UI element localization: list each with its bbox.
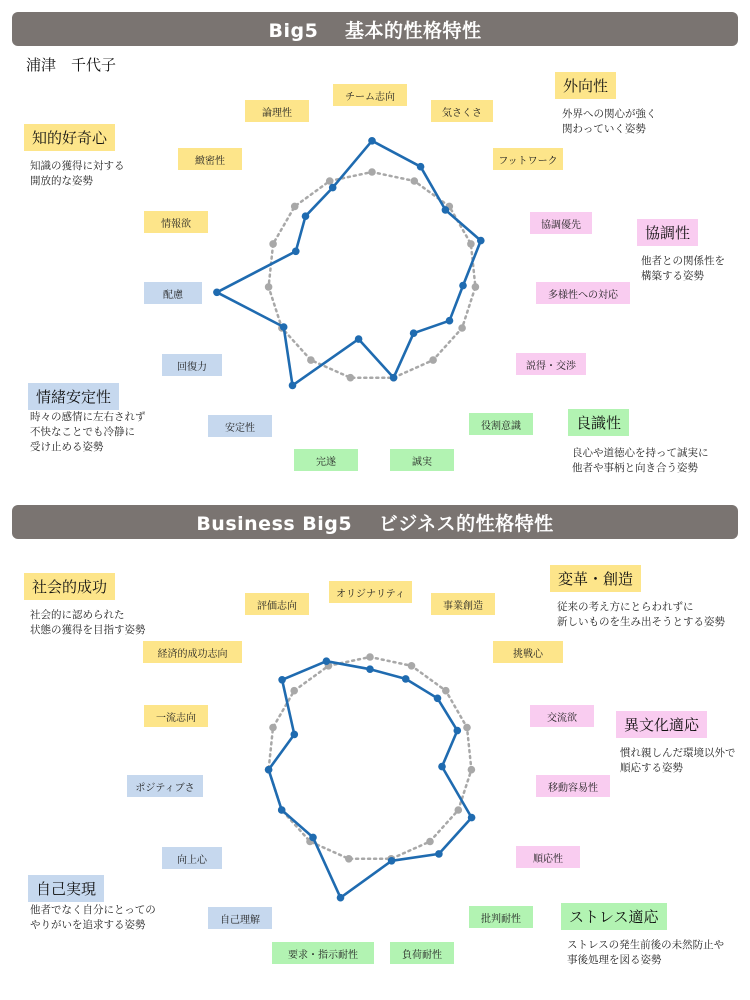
axis-label-info-desire: 情報欲 — [144, 211, 208, 233]
trait-self-actualization: 自己実現 — [28, 875, 104, 902]
average-point-2 — [442, 687, 450, 695]
score-point-10 — [278, 806, 286, 814]
axis-label-challenge: 挑戦心 — [493, 641, 563, 663]
score-point-6 — [435, 850, 443, 858]
average-point-8 — [345, 855, 353, 863]
score-point-1 — [417, 163, 425, 171]
axis-label-team: チーム志向 — [333, 84, 407, 106]
trait-social-success: 社会的成功 — [24, 573, 115, 600]
axis-label-diversity: 多様性への対応 — [536, 282, 630, 304]
axis-label-completion: 完遂 — [294, 449, 358, 471]
average-point-13 — [290, 687, 298, 695]
axis-label-cooperation: 協調優先 — [530, 212, 592, 234]
score-point-13 — [302, 212, 310, 220]
average-point-1 — [408, 662, 416, 670]
average-point-12 — [269, 240, 277, 248]
axis-label-footwork: フットワーク — [493, 148, 563, 170]
average-point-14 — [326, 177, 334, 185]
average-point-1 — [411, 177, 419, 185]
score-point-4 — [459, 282, 467, 290]
axis-label-stability: 安定性 — [208, 415, 272, 437]
trait-cross-cultural-desc: 慣れ親しんだ環境以外で 順応する姿勢 — [620, 747, 736, 774]
score-point-1 — [402, 675, 410, 683]
trait-agreeableness-desc: 他者との関係性を 構築する姿勢 — [641, 255, 725, 282]
axis-label-evaluation: 評価志向 — [245, 593, 309, 615]
axis-label-criticism-tolerance: 批判耐性 — [469, 906, 533, 928]
trait-self-actualization-desc: 他者でなく自分にとっての やりがいを追求する姿勢 — [30, 904, 156, 931]
average-point-4 — [472, 283, 480, 291]
score-point-7 — [390, 374, 398, 382]
score-point-12 — [292, 248, 300, 256]
trait-conscientiousness: 良識性 — [568, 409, 629, 436]
average-point-5 — [455, 806, 463, 814]
trait-stress-adaptation: ストレス適応 — [561, 903, 667, 930]
score-point-3 — [477, 237, 485, 245]
average-point-11 — [265, 283, 273, 291]
axis-label-originality: オリジナリティ — [329, 581, 412, 603]
section-title-business-big5: Business Big5 ビジネス的性格特性 — [12, 505, 738, 539]
score-point-9 — [309, 834, 317, 842]
axis-label-logic: 論理性 — [245, 100, 309, 122]
score-point-3 — [454, 727, 462, 735]
average-point-12 — [269, 724, 277, 732]
axis-label-first-class: 一流志向 — [144, 705, 208, 727]
axis-label-interaction: 交流欲 — [530, 705, 594, 727]
average-series-line — [269, 657, 472, 859]
score-point-8 — [355, 335, 363, 343]
axis-label-ambition: 向上心 — [162, 847, 222, 869]
score-point-4 — [438, 763, 446, 771]
score-point-2 — [442, 206, 450, 214]
axis-label-recovery: 回復力 — [162, 354, 222, 376]
axis-label-self-understanding: 自己理解 — [208, 907, 272, 929]
score-series-line — [269, 661, 472, 898]
axis-label-positivity: ポジティブさ — [127, 775, 203, 797]
average-point-0 — [366, 653, 374, 661]
trait-social-success-desc: 社会的に認められた 状態の獲得を目指す姿勢 — [30, 609, 146, 636]
axis-label-economic-success: 経済的成功志向 — [143, 641, 242, 663]
axis-label-consideration: 配慮 — [144, 282, 202, 304]
axis-label-mobility: 移動容易性 — [536, 775, 610, 797]
score-point-2 — [434, 695, 442, 703]
score-point-14 — [329, 184, 337, 192]
average-point-3 — [467, 240, 475, 248]
score-point-9 — [289, 382, 297, 390]
trait-conscientiousness-desc: 良心や道徳心を持って誠実に 他者や事柄と向き合う姿勢 — [572, 447, 709, 474]
score-point-8 — [337, 894, 345, 902]
score-point-12 — [291, 731, 299, 739]
score-point-14 — [323, 657, 331, 665]
average-series-line — [269, 172, 476, 378]
trait-stress-adaptation-desc: ストレスの発生前後の未然防止や 事後処理を図る姿勢 — [567, 939, 725, 966]
score-point-6 — [410, 329, 418, 337]
axis-label-role: 役割意識 — [469, 413, 533, 435]
average-point-6 — [429, 356, 437, 364]
section-title-big5: Big5 基本的性格特性 — [12, 12, 738, 46]
average-point-3 — [463, 724, 471, 732]
score-point-5 — [468, 814, 476, 822]
trait-innovation-desc: 従来の考え方にとらわれずに 新しいものを生み出そうとする姿勢 — [557, 601, 725, 628]
axis-label-friendliness: 気さくさ — [431, 100, 493, 122]
score-point-5 — [446, 317, 454, 325]
average-point-0 — [368, 168, 376, 176]
trait-extraversion-desc: 外界への関心が強く 関わっていく姿勢 — [562, 108, 657, 135]
axis-label-load-tolerance: 負荷耐性 — [390, 942, 454, 964]
axis-label-precision: 緻密性 — [178, 148, 242, 170]
trait-emotional-stability-desc: 時々の感情に左右されず 不快なことでも冷静に 受け止める姿勢 — [30, 411, 146, 453]
score-point-13 — [278, 676, 286, 684]
score-point-0 — [366, 665, 374, 673]
trait-innovation: 変革・創造 — [550, 565, 641, 592]
average-point-6 — [426, 838, 434, 846]
score-point-11 — [265, 766, 273, 774]
axis-label-adaptability: 順応性 — [516, 846, 580, 868]
axis-label-persuasion: 説得・交渉 — [516, 353, 586, 375]
trait-emotional-stability: 情緒安定性 — [28, 383, 119, 410]
trait-openness-desc: 知識の獲得に対する 開放的な姿勢 — [30, 160, 125, 187]
axis-label-business-creation: 事業創造 — [431, 593, 495, 615]
score-point-0 — [368, 137, 376, 145]
axis-label-demand-tolerance: 要求・指示耐性 — [272, 942, 374, 964]
average-point-4 — [468, 766, 476, 774]
average-point-8 — [347, 374, 355, 382]
axis-label-integrity: 誠実 — [390, 449, 454, 471]
average-point-13 — [291, 203, 299, 211]
score-point-7 — [388, 857, 396, 865]
trait-agreeableness: 協調性 — [637, 219, 698, 246]
score-point-10 — [280, 323, 288, 331]
trait-openness: 知的好奇心 — [24, 124, 115, 151]
average-point-5 — [458, 324, 466, 332]
average-point-9 — [307, 356, 315, 364]
person-name: 浦津 千代子 — [26, 56, 117, 74]
trait-extraversion: 外向性 — [555, 72, 616, 99]
trait-cross-cultural: 異文化適応 — [616, 711, 707, 738]
score-point-11 — [213, 289, 221, 297]
